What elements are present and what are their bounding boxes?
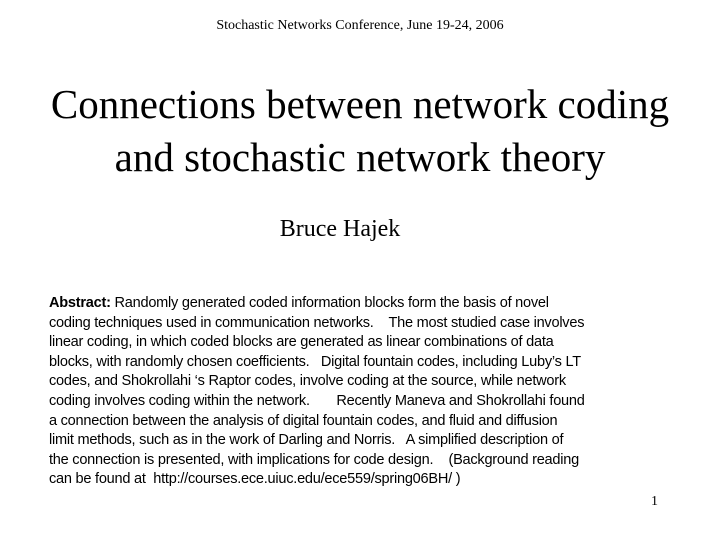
- abstract-line: coding involves coding within the network. Recently Maneva and Shokrollahi found: [49, 391, 585, 409]
- slide-title: [0, 78, 720, 184]
- abstract-label: Abstract:: [49, 294, 111, 311]
- title-line-2: and stochastic network theory: [114, 134, 606, 180]
- abstract-text: Randomly generated coded information blocks form the basis of novel: [110, 294, 549, 311]
- abstract-line: limit methods, such as in the work of Darling and Norris. A simplified description of: [49, 431, 564, 449]
- abstract-line: [49, 293, 585, 313]
- abstract-line: linear coding, in which coded blocks are generated as linear combinations of data: [49, 333, 554, 351]
- abstract-line: a connection between the analysis of digital fountain codes, and fluid and diffusion: [49, 411, 558, 429]
- abstract-line: blocks, with randomly chosen coefficients. Digital fountain codes, including Luby’s LT: [49, 352, 581, 370]
- abstract-line: coding techniques used in communication networks. The most studied case involves: [49, 313, 585, 331]
- page-number: 1: [651, 494, 658, 509]
- title-line-1: Connections between network coding: [50, 81, 670, 127]
- abstract-line: can be found at http://courses.ece.uiuc.edu/ece559/spring06BH/ ): [49, 470, 461, 488]
- abstract-line: codes, and Shokrollahi ‘s Raptor codes, involve coding at the source, while network: [49, 372, 566, 390]
- abstract-line: the connection is presented, with implications for code design. (Background reading: [49, 450, 579, 468]
- conference-header: Stochastic Networks Conference, June 19-24, 2006: [216, 18, 504, 33]
- abstract: [49, 293, 601, 489]
- author-name: Bruce Hajek: [279, 216, 401, 242]
